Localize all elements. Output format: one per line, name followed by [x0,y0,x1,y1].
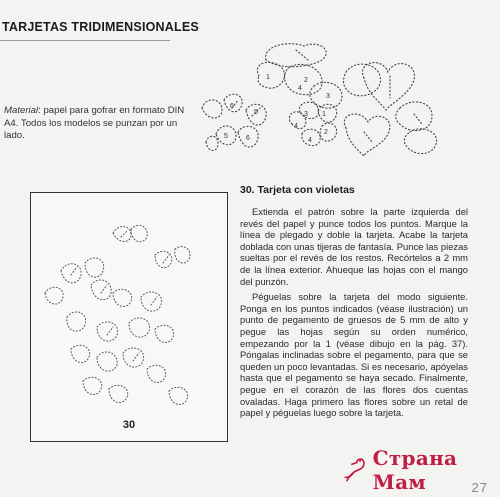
article [240,184,468,419]
card-leaf [61,264,81,283]
card-leaves-pattern [31,193,227,441]
card-leaf [97,352,117,371]
pattern-leaf [404,129,436,154]
pattern-leaf [206,136,218,150]
pattern-leaf [396,102,432,131]
material-text: : papel para gofrar en formato DIN A4. Todos los modelos se punzan por un lado. [4,105,185,141]
material-note [4,105,194,143]
card-leaf [169,387,188,404]
article-paragraph: Péguelas sobre la tarjeta del modo siguiente. Ponga en los puntos indicados (véase ilustración) un punto de pegamento de gruesos de 5 mm de alto y pegue las hojas según su orden numérico, empezando por la 1 (véase dibujo en la pág. 37). Póngalas inclinadas sobre el pegamento, para que se queden un poco levantadas. Si es necesario, apóyelas hasta que el pegamento se haya secado. Finalmente, pegue en el corazón de las flores dos cuentas ovaladas. Haga primero las flores sobre un retal de papel y péguelas luego sobre la tarjeta. [240,291,468,419]
card-number: 30 [122,419,136,431]
card-leaf [147,365,166,382]
pattern-number: 6 [246,135,250,142]
card-leaf [113,289,132,306]
watermark-text: Страна Мам [372,446,458,494]
section-title: TARJETAS TRIDIMENSIONALES [2,20,199,34]
card-leaf [91,280,111,300]
card-illustration [30,192,228,442]
card-leaf [155,251,172,267]
card-leaf [67,312,86,331]
header-rule [0,40,170,41]
card-leaf [85,258,104,277]
pattern-number: 1 [266,74,270,81]
card-leaf [155,325,174,342]
card-leaf [123,348,144,367]
pattern-number: 6 [230,103,234,110]
pattern-leaf [344,64,381,96]
card-leaf [83,377,102,394]
page-number: 27 [471,480,488,495]
site-watermark[interactable] [342,446,492,494]
pattern-number: 5 [224,133,228,140]
pattern-pieces-diagram [196,38,496,168]
material-label: Material [4,105,39,116]
card-leaf [113,226,131,241]
pattern-number: 5 [254,109,258,116]
pattern-petal [299,102,318,118]
article-title: 30. Tarjeta con violetas [240,184,355,196]
card-leaf [129,318,150,337]
pattern-number: 1 [322,111,326,118]
pattern-number: 4 [298,85,302,92]
pattern-leaf [202,100,222,118]
pattern-leaf [266,44,327,67]
pattern-leaf [257,62,284,88]
card-leaf [71,345,90,362]
pattern-number: 2 [304,77,308,84]
article-paragraph: Extienda el patrón sobre la parte izquierda del revés del papel y punce todos los puntos. Marque la línea de plegado y doble la tarjeta. Acabe la tarjeta doblada con unas tijeras de fantasía. Punce las piezas sueltas por el revés de los restos. Recórtelos a 2 mm de la línea exterior. Ahueque las hojas con el mango del punzón. [240,206,468,287]
pattern-heart [362,63,414,110]
card-leaf [45,287,63,304]
pattern-number: 3 [304,111,308,118]
card-leaf [175,247,190,263]
pattern-number: 3 [326,93,330,100]
pattern-number: 4 [308,137,312,144]
pattern-number: 2 [324,129,328,136]
card-leaf [109,385,128,402]
pattern-petal [320,123,336,141]
pattern-petal [318,104,337,122]
card-leaf [97,322,118,341]
stork-icon [342,453,367,487]
card-leaf [131,225,147,241]
pattern-number: 4 [294,123,298,130]
card-leaf [141,292,162,311]
